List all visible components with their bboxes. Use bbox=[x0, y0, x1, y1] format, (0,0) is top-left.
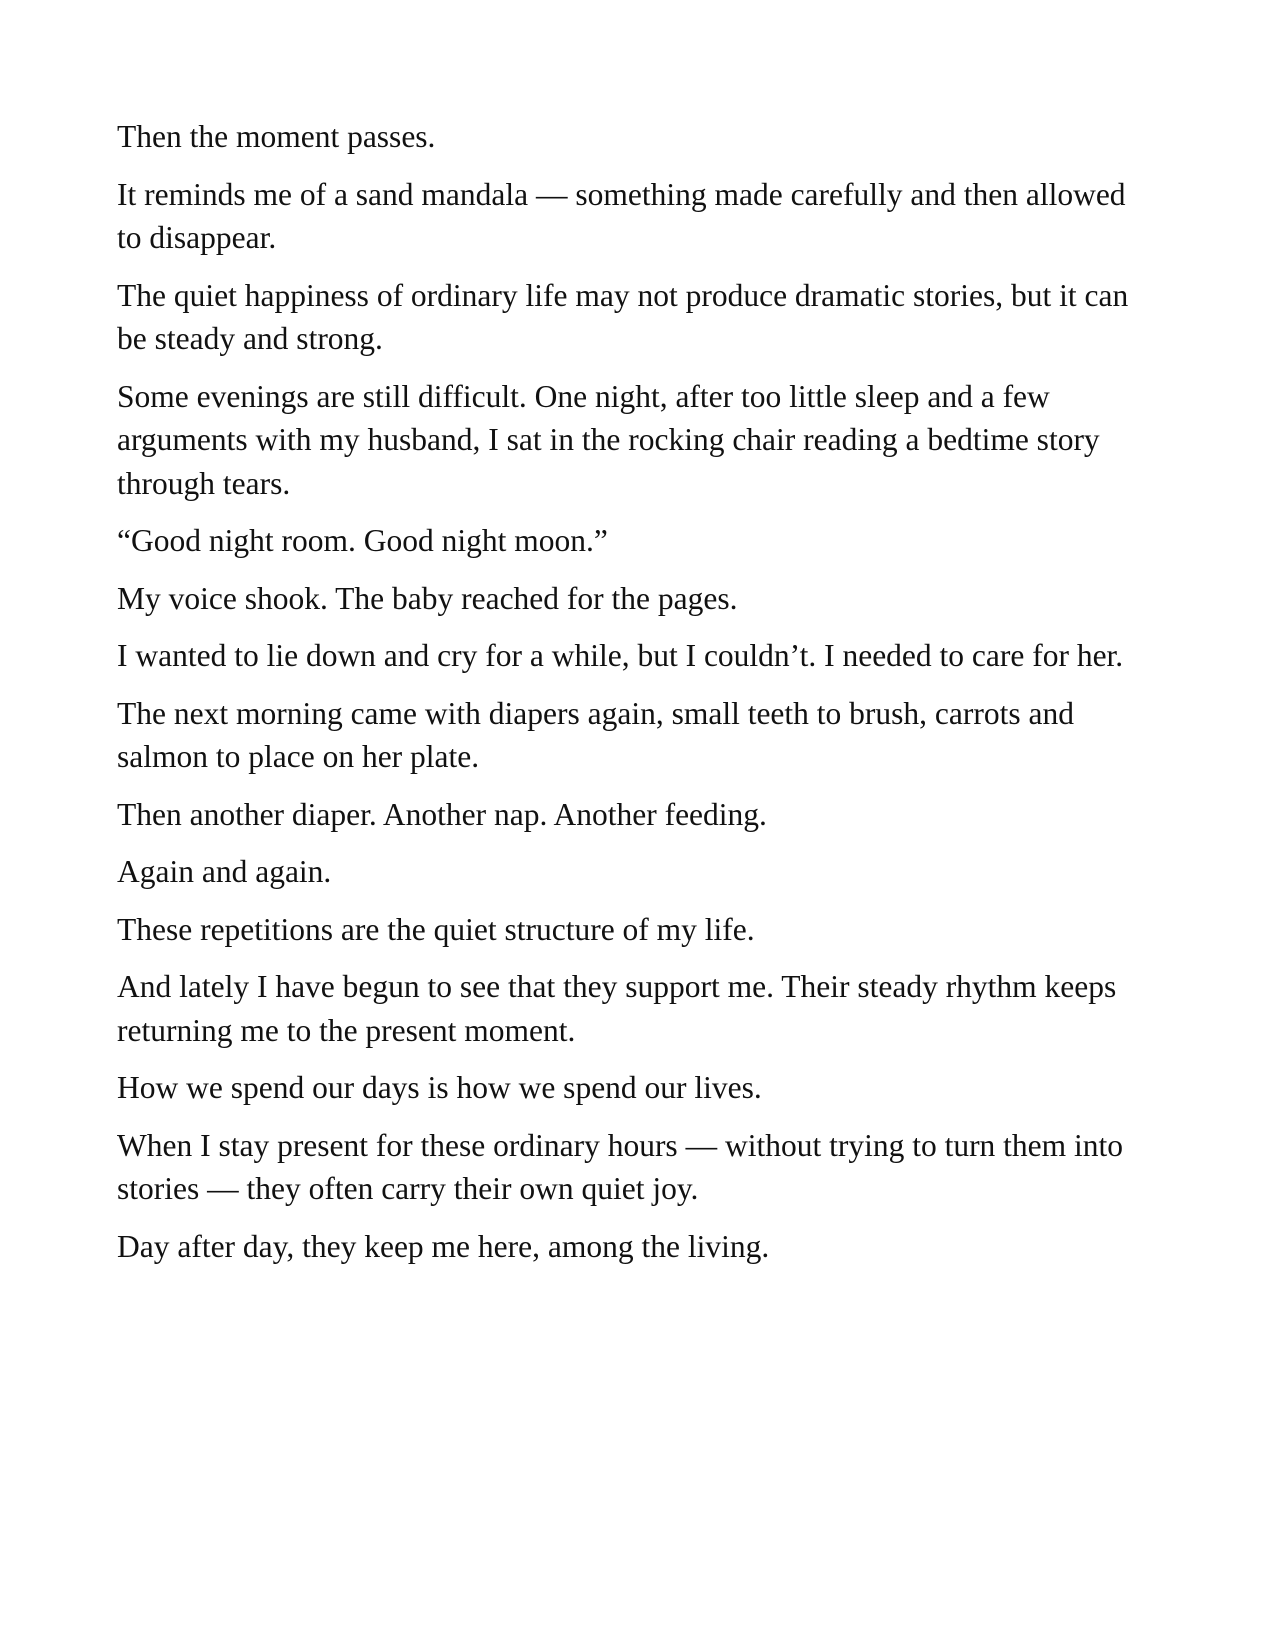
paragraph: The quiet happiness of ordinary life may not produce dramatic stories, but it can be steady and strong. bbox=[117, 277, 1129, 356]
paragraph: “Good night room. Good night moon.” bbox=[117, 523, 608, 558]
paragraph: When I stay present for these ordinary hours — without trying to turn them into stories — they often carry their own quiet joy. bbox=[117, 1127, 1124, 1206]
paragraph: It reminds me of a sand mandala — something made carefully and then allowed to disappear. bbox=[117, 176, 1126, 255]
body-text bbox=[117, 115, 1137, 1282]
paragraph: I wanted to lie down and cry for a while, but I couldn’t. I needed to care for her. bbox=[117, 638, 1124, 673]
paragraph: Then the moment passes. bbox=[117, 119, 436, 154]
paragraph: Day after day, they keep me here, among the living. bbox=[117, 1228, 770, 1264]
paragraph: Again and again. bbox=[117, 854, 332, 889]
paragraph: These repetitions are the quiet structure of my life. bbox=[117, 911, 755, 947]
paragraph: The next morning came with diapers again, small teeth to brush, carrots and salmon to place on her plate. bbox=[117, 695, 1074, 774]
paragraph: And lately I have begun to see that they support me. Their steady rhythm keeps returning me to the present moment. bbox=[117, 969, 1117, 1048]
paragraph: My voice shook. The baby reached for the pages. bbox=[117, 580, 738, 616]
paragraph: Some evenings are still difficult. One night, after too little sleep and a few arguments with my husband, I sat in the rocking chair reading a bedtime story through tears. bbox=[117, 378, 1100, 501]
paragraph: Then another diaper. Another nap. Another feeding. bbox=[117, 796, 767, 832]
paragraph: How we spend our days is how we spend our lives. bbox=[117, 1070, 762, 1105]
